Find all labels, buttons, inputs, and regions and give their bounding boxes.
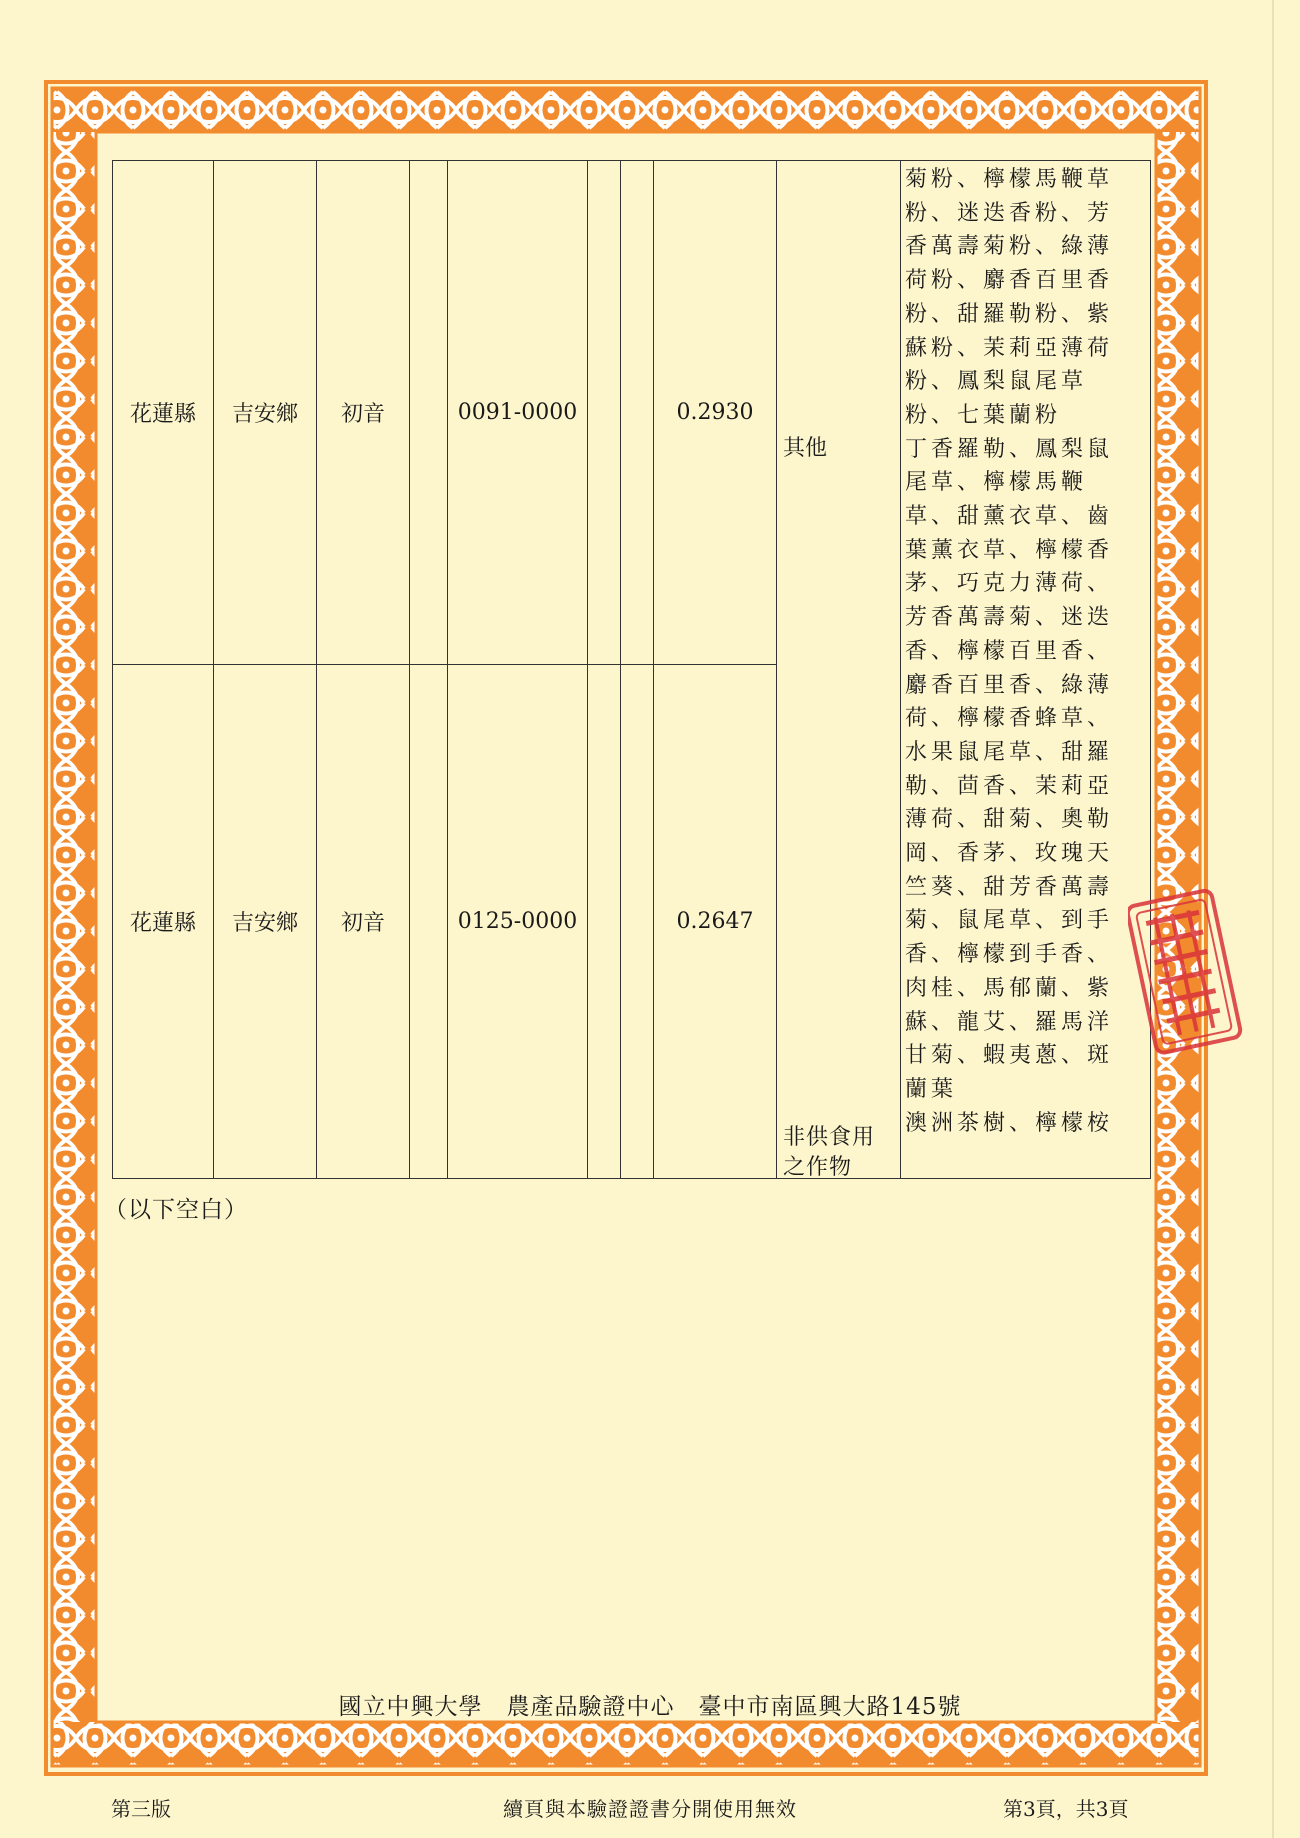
parcel-number-cell: 0091-0000	[448, 161, 588, 665]
crop-line: 菊、鼠尾草、到手	[905, 908, 1114, 934]
township-cell: 吉安鄉	[214, 665, 317, 1179]
crop-line: 粉、甜羅勒粉、紫	[905, 301, 1114, 327]
crop-line: 香、檸檬到手香、	[905, 942, 1114, 968]
empty-cell	[621, 665, 654, 1179]
crop-line: 葉薰衣草、檸檬香	[905, 537, 1114, 563]
continuation-notice: 續頁與本驗證證書分開使用無效	[503, 1797, 797, 1821]
crop-line: 水果鼠尾草、甜羅	[905, 739, 1114, 765]
crop-line: 蘭葉	[905, 1076, 958, 1102]
crop-line: 勒、茴香、茉莉亞	[905, 773, 1114, 799]
crop-line: 蘇粉、茉莉亞薄荷	[905, 335, 1114, 361]
crop-line: 岡、香茅、玫瑰天	[905, 841, 1114, 867]
crop-line: 香、檸檬百里香、	[905, 638, 1114, 664]
category-nonfood: 非供食用之作物	[783, 1125, 876, 1179]
edition-label: 第三版	[111, 1797, 171, 1821]
empty-cell	[621, 161, 654, 665]
crop-line: 麝香百里香、綠薄	[905, 672, 1114, 698]
crop-line: 粉、鳳梨鼠尾草	[905, 369, 1088, 395]
crop-line: 薄荷、甜菊、奧勒	[905, 807, 1114, 833]
crop-line: 芳香萬壽菊、迷迭	[905, 605, 1114, 631]
crop-line: 澳洲茶樹、檸檬桉	[905, 1110, 1114, 1136]
crop-line: 香萬壽菊粉、綠薄	[905, 234, 1114, 260]
county-cell: 花蓮縣	[113, 161, 214, 665]
crop-line: 粉、七葉蘭粉	[905, 402, 1062, 428]
crop-line: 竺葵、甜芳香萬壽	[905, 874, 1114, 900]
section-cell: 初音	[317, 161, 410, 665]
crop-line: 荷粉、麝香百里香	[905, 268, 1114, 294]
crop-line: 甘菊、蝦夷蔥、斑	[905, 1043, 1114, 1069]
crop-line: 茅、巧克力薄荷、	[905, 571, 1114, 597]
category-other: 其他	[783, 436, 828, 461]
area-cell: 0.2930	[654, 161, 777, 665]
crop-category-cell	[777, 161, 901, 1179]
crop-line: 肉桂、馬郁蘭、紫	[905, 975, 1114, 1001]
crop-line: 尾草、檸檬馬鞭	[905, 470, 1088, 496]
footer-address: 國立中興大學 農產品驗證中心 臺中市南區興大路145號	[338, 1694, 962, 1720]
township-cell: 吉安鄉	[214, 161, 317, 665]
parcel-number-cell: 0125-0000	[448, 665, 588, 1179]
subsection-cell	[410, 665, 448, 1179]
page-number: 第3頁，共3頁	[1003, 1797, 1129, 1821]
table-row	[113, 161, 1151, 665]
empty-cell	[588, 161, 621, 665]
crop-line: 蘇、龍艾、羅馬洋	[905, 1009, 1114, 1035]
empty-cell	[588, 665, 621, 1179]
county-cell: 花蓮縣	[113, 665, 214, 1179]
crop-line: 菊粉、檸檬馬鞭草	[905, 167, 1114, 192]
official-seal	[1128, 876, 1248, 1076]
crop-list-cell	[901, 161, 1151, 1179]
sheet-edge	[1272, 0, 1274, 1838]
section-cell: 初音	[317, 665, 410, 1179]
crop-line: 荷、檸檬香蜂草、	[905, 706, 1114, 732]
crop-line: 粉、迷迭香粉、芳	[905, 200, 1114, 226]
crop-line: 丁香羅勒、鳳梨鼠	[905, 436, 1114, 462]
blank-below-note: （以下空白）	[104, 1197, 248, 1223]
parcel-table	[112, 160, 1151, 1179]
subsection-cell	[410, 161, 448, 665]
crop-line: 草、甜薰衣草、齒	[905, 504, 1114, 530]
area-cell: 0.2647	[654, 665, 777, 1179]
